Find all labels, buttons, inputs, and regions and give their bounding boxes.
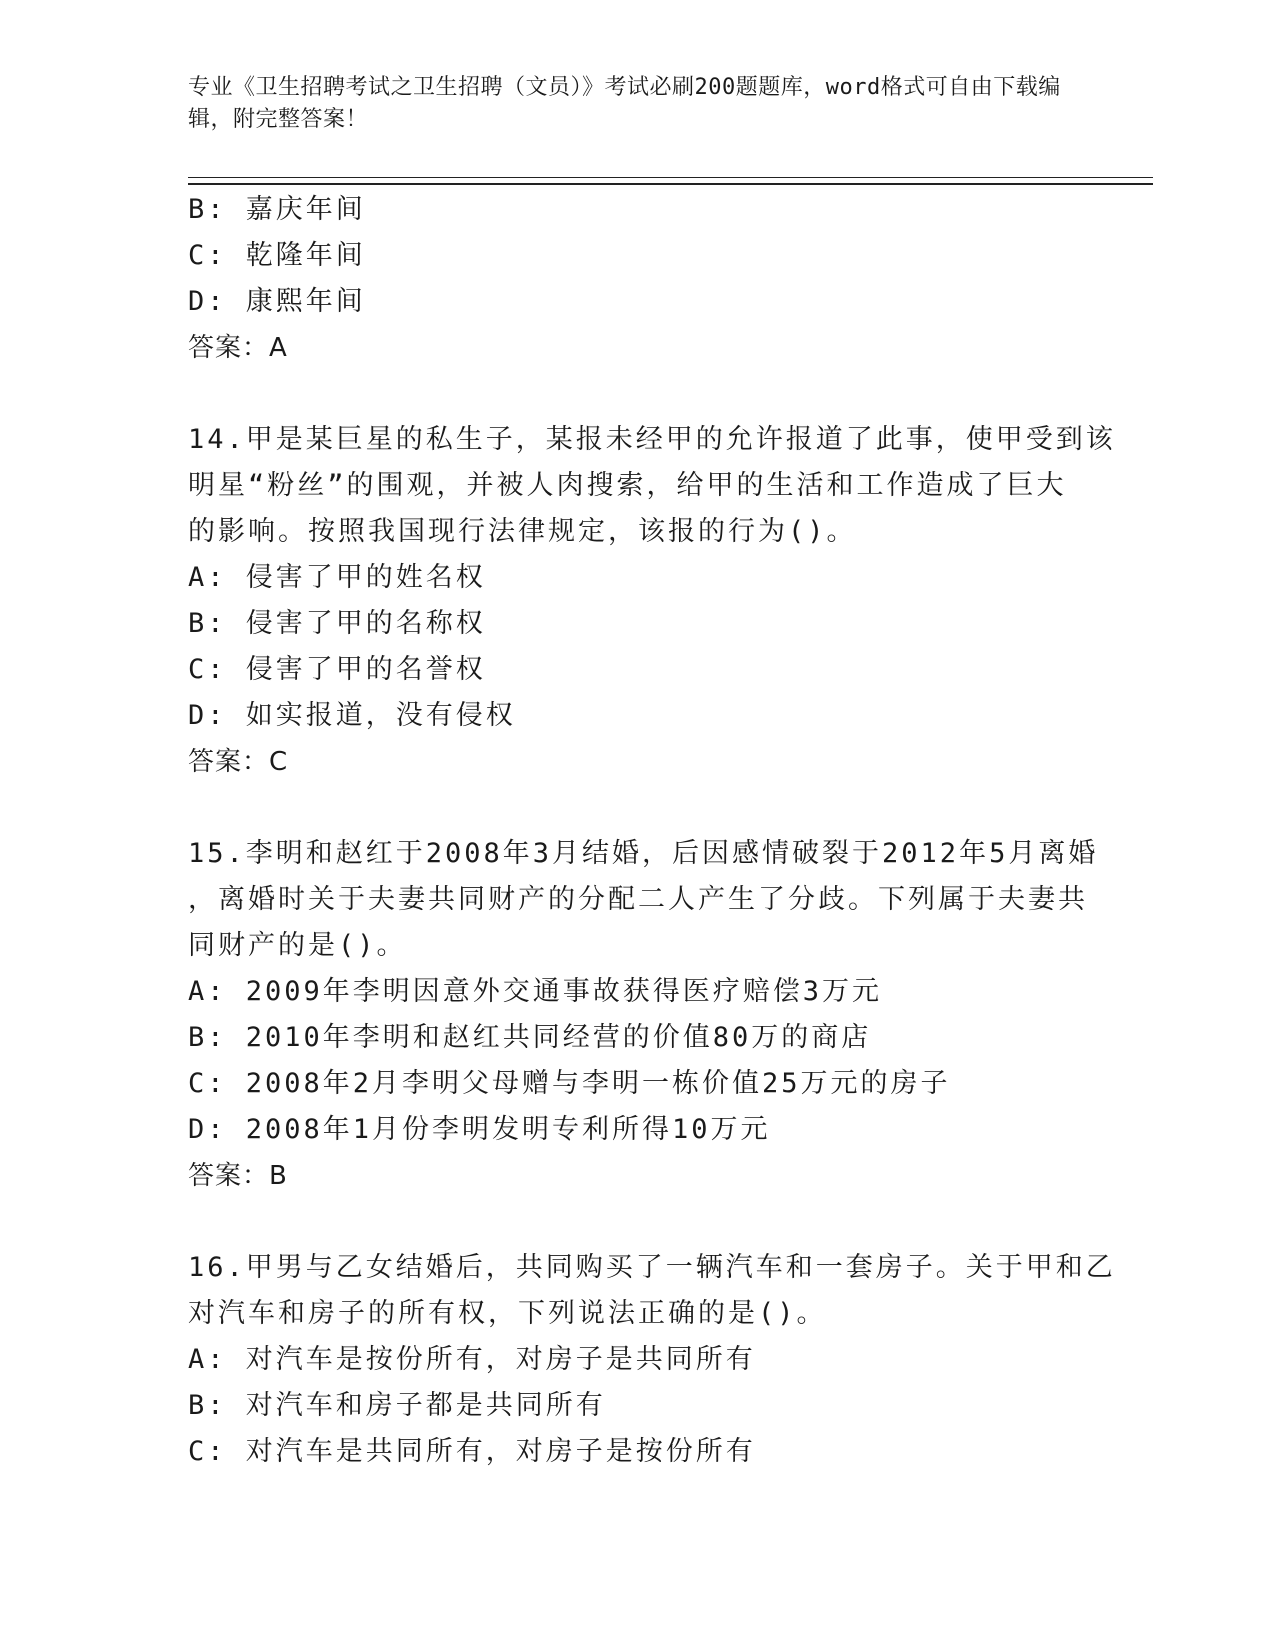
question-14 [188,417,1116,785]
option-b: B: 对汽车和房子都是共同所有 [188,1390,606,1421]
question-text-line: 同财产的是()。 [188,930,407,961]
option-a: A: 侵害了甲的姓名权 [188,562,486,593]
option-b: B: 2010年李明和赵红共同经营的价值80万的商店 [188,1022,872,1053]
question-text-line: 的影响。按照我国现行法律规定，该报的行为()。 [188,516,857,547]
option-c: C: 侵害了甲的名誉权 [188,654,486,685]
option-a: A: 对汽车是按份所有，对房子是共同所有 [188,1344,756,1375]
option-d: D: 如实报道，没有侵权 [188,700,516,731]
question-text-line: 14.甲是某巨星的私生子，某报未经甲的允许报道了此事，使甲受到该 [188,424,1116,455]
header-rule-thin [188,177,1153,178]
option-c: C: 对汽车是共同所有，对房子是按份所有 [188,1436,756,1467]
question-text-line: ，离婚时关于夫妻共同财产的分配二人产生了分歧。下列属于夫妻共 [188,884,1088,915]
prev-question-block [188,187,1068,371]
question-content [188,187,1116,1475]
option-b: B: 嘉庆年间 [188,194,366,225]
question-text-line: 15.李明和赵红于2008年3月结婚，后因感情破裂于2012年5月离婚 [188,838,1099,869]
question-text-line: 对汽车和房子的所有权，下列说法正确的是()。 [188,1298,827,1329]
answer-line: 答案：B [188,1161,288,1191]
question-text-line: 16.甲男与乙女结婚后，共同购买了一辆汽车和一套房子。关于甲和乙 [188,1252,1116,1283]
option-c: C: 乾隆年间 [188,240,366,271]
option-a: A: 2009年李明因意外交通事故获得医疗赔偿3万元 [188,976,883,1007]
header-rule-thick [188,183,1153,185]
question-15 [188,831,1099,1199]
option-d: D: 2008年1月份李明发明专利所得10万元 [188,1114,771,1145]
option-d: D: 康熙年间 [188,286,366,317]
document-header: 专业《卫生招聘考试之卫生招聘（文员）》考试必刷200题题库，word格式可自由下载编辑，附完整答案！ [188,75,1061,132]
answer-line: 答案：C [188,747,289,777]
option-c: C: 2008年2月李明父母赠与李明一栋价值25万元的房子 [188,1068,951,1099]
answer-line: 答案：A [188,333,288,363]
question-16 [188,1245,1116,1475]
option-b: B: 侵害了甲的名称权 [188,608,486,639]
question-text-line: 明星“粉丝”的围观，并被人肉搜索，给甲的生活和工作造成了巨大 [188,470,1067,501]
